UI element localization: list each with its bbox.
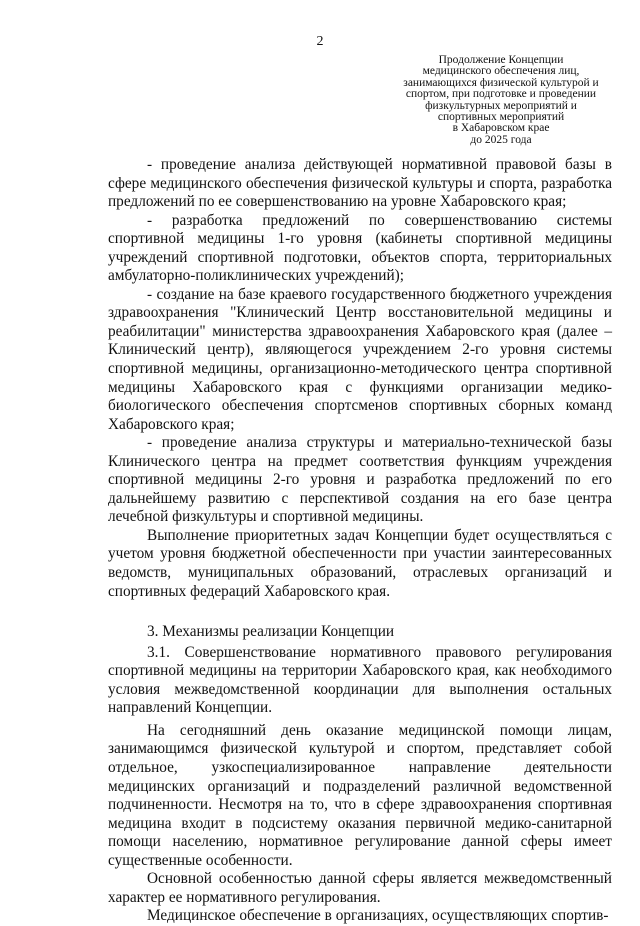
body-paragraph: - разработка предложений по совершенствованию системы спортивной медицины 1-го уровня (кабинеты спортивной медицины учреждений спортивной подготовки, объектов спорта, территориальных амбулаторно-поликлинических учреждений); xyxy=(108,211,612,285)
header-line: занимающихся физической культурой и xyxy=(403,76,599,89)
page-number: 2 xyxy=(316,34,324,49)
header-line: спортивных мероприятий xyxy=(437,111,565,124)
section-paragraph: На сегодняшний день оказание медицинской помощи лицам, занимающимся физической культурой и спортом, представляет собой отдельное, узкоспециализированное направление деятельности медицинских организаций и подразделений различной ведомственной подчиненности. Несмотря на то, что в сфере здравоохранения спортивная медицина входит в подсистему оказания первичной медико-санитарной помощи населению, нормативное регулирование данной сферы имеет существенные особенности. xyxy=(108,721,612,869)
body-paragraph: Выполнение приоритетных задач Концепции будет осуществляться с учетом уровня бюджетной обеспеченности при участии заинтересованных ведомств, муниципальных образований, отраслевых организаций и спортивных федераций Хабаровского края. xyxy=(108,526,612,600)
header-line: медицинского обеспечения лиц, xyxy=(422,65,580,78)
body-paragraph: - проведение анализа действующей нормативной правовой базы в сфере медицинского обеспечения физической культуры и спорта, разработка предложений по ее совершенствованию на уровне Хабаровского края; xyxy=(108,156,612,211)
header-line: Продолжение Концепции xyxy=(438,54,564,66)
header-line: в Хабаровском крае xyxy=(452,122,550,135)
document-body xyxy=(108,156,612,926)
section-paragraph: Медицинское обеспечение в организациях, осуществляющих спортив- xyxy=(147,907,609,925)
body-paragraph: - проведение анализа структуры и материально-технической базы Клинического центра на предмет соответствия функциям учреждения спортивной медицины 2-го уровня и разработка предложений по его дальнейшему развитию с перспективой создания на его базе центра лечебной физкультуры и спортивной медицины. xyxy=(108,434,612,526)
header-line: физкультурных мероприятий и xyxy=(425,99,577,112)
body-paragraph: - создание на базе краевого государственного бюджетного учреждения здравоохранения "Клинический Центр восстановительной медицины и реабилитации" министерства здравоохранения Хабаровского края (далее – Клинический центр), являющегося учреждением 2-го уровня системы спортивной медицины, организационно-методического центра спортивной медицины Хабаровского края с функциями организации медико-биологического обеспечения спортсменов спортивных сборных команд Хабаровского края; xyxy=(108,285,612,433)
section-title: 3. Механизмы реализации Концепции xyxy=(147,623,395,641)
header-line: до 2025 года xyxy=(470,133,532,146)
document-header xyxy=(385,55,617,146)
section-paragraph: 3.1. Совершенствование нормативного правового регулирования спортивной медицины на территории Хабаровского края, как необходимого условия межведомственной координации для выполнения остальных направлений Концепции. xyxy=(108,643,612,717)
header-line: спортом, при подготовке и проведении xyxy=(405,88,597,101)
section-paragraph: Основной особенностью данной сферы является межведомственный характер ее нормативного регулирования. xyxy=(108,870,612,906)
